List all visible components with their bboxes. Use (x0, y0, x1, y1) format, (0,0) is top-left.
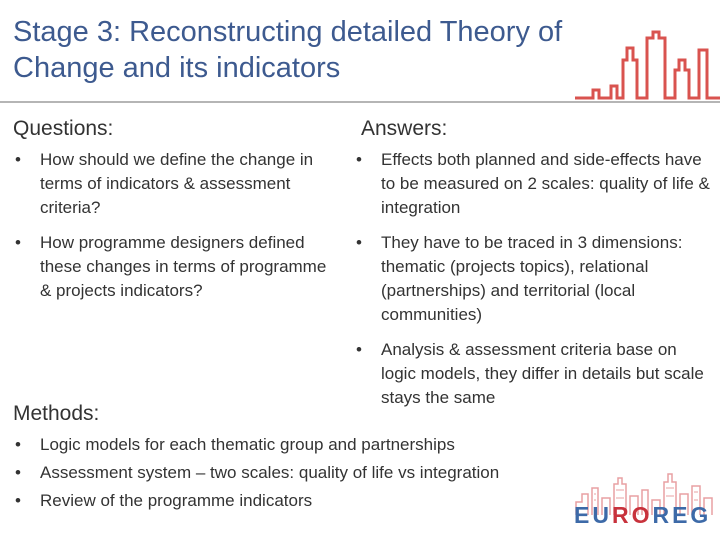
logo-text-reg: REG (652, 502, 712, 528)
bullet-dot: • (15, 463, 21, 482)
title-divider (0, 101, 720, 103)
list-item (13, 489, 593, 513)
bullet-dot: • (356, 233, 362, 252)
list-item (354, 338, 716, 410)
list-item (13, 148, 338, 220)
bullet-dot: • (15, 233, 21, 252)
bullet-dot: • (15, 150, 21, 169)
list-item (13, 433, 593, 457)
method-text: Review of the programme indicators (40, 491, 313, 510)
methods-heading: Methods: (13, 402, 100, 425)
answer-text: Effects both planned and side-effects have to be measured on 2 scales: quality of life & integration (381, 150, 710, 217)
answer-text: They have to be traced in 3 dimensions: thematic (projects topics), relational (partnerships) and territorial (local communities) (381, 233, 683, 324)
answers-list (354, 148, 716, 421)
questions-list (13, 148, 338, 314)
slide-title: Stage 3: Reconstructing detailed Theory of Change and its indicators (13, 16, 563, 84)
euroreg-logo (574, 502, 711, 529)
answers-heading: Answers: (361, 117, 448, 140)
bullet-dot: • (15, 435, 21, 454)
bullet-dot: • (356, 340, 362, 359)
questions-heading: Questions: (13, 117, 114, 140)
method-text: Assessment system – two scales: quality of life vs integration (40, 463, 500, 482)
question-text: How programme designers defined these changes in terms of programme & projects indicators? (40, 233, 327, 300)
bullet-dot: • (15, 491, 21, 510)
methods-list (13, 433, 593, 517)
answer-text: Analysis & assessment criteria base on logic models, they differ in details but scale stays the same (381, 340, 704, 407)
list-item (13, 461, 593, 485)
list-item (354, 231, 716, 327)
bullet-dot: • (356, 150, 362, 169)
method-text: Logic models for each thematic group and partnerships (40, 435, 455, 454)
question-text: How should we define the change in terms of indicators & assessment criteria? (40, 150, 314, 217)
logo-text-ro: RO (611, 502, 653, 528)
logo-text-eu: EU (574, 502, 612, 528)
list-item (354, 148, 716, 220)
list-item (13, 231, 338, 303)
